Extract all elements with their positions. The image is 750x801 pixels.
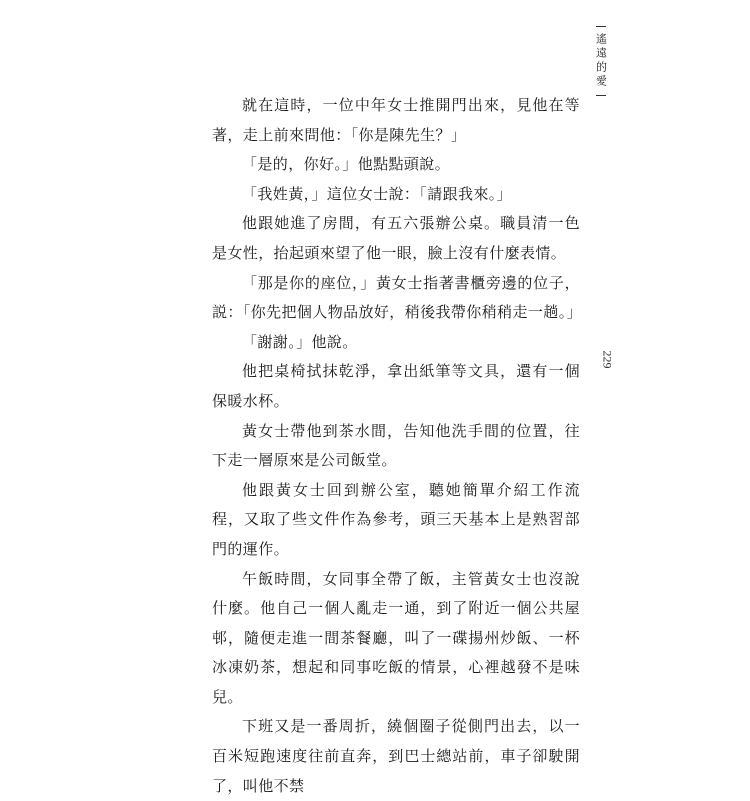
running-header: [590, 22, 612, 100]
page-number: 229: [600, 350, 615, 369]
paragraph: 下班又是一番周折，繞個圈子從側門出去，以一百米短跑速度往前直奔，到巴士總站前，車子卻駛開了，叫他不禁: [212, 717, 580, 795]
paragraph: 「是的，你好。」他點點頭說。: [242, 155, 451, 174]
body-text: [212, 91, 583, 801]
header-bottom-dash: [596, 95, 606, 96]
paragraph: 午飯時間，女同事全帶了飯，主管黃女士也沒說什麼。他自己一個人亂走一通，到了附近一個公共屋邨，隨便走進一間茶餐廳，叫了一碟揚州炒飯、一杯冰凍奶茶，想起和同事吃飯的情景，心裡越發不是味兒。: [212, 569, 580, 706]
paragraph: 「我姓黃，」這位女士說：「請跟我來。」: [242, 184, 513, 203]
paragraph: 他跟她進了房間，有五六張辦公桌。職員清一色是女性，抬起頭來望了他一眼，臉上沒有什麼表情。: [212, 214, 580, 262]
paragraph: 他把桌椅拭抹乾淨，拿出紙筆等文具，還有一個保暖水杯。: [212, 362, 580, 410]
paragraph: 「謝謝。」他說。: [242, 332, 358, 351]
paragraph: 就在這時，一位中年女士推開門出來，見他在等著，走上前來問他：「你是陳先生？」: [212, 96, 580, 144]
header-top-dash: [596, 26, 606, 27]
header-title: 遙遠的愛: [594, 33, 608, 89]
paragraph: 黃女士帶他到茶水間，告知他洗手間的位置，往下走一層原來是公司飯堂。: [212, 421, 580, 470]
paragraph: 他跟黃女士回到辦公室，聽她簡單介紹工作流程，又取了些文件作為參考，頭三天基本上是熟習部門的運作。: [212, 480, 580, 558]
paragraph: 「那是你的座位，」黃女士指著書櫃旁邊的位子，説：「你先把個人物品放好，稍後我帶你稍稍走一趟。」: [212, 273, 583, 322]
